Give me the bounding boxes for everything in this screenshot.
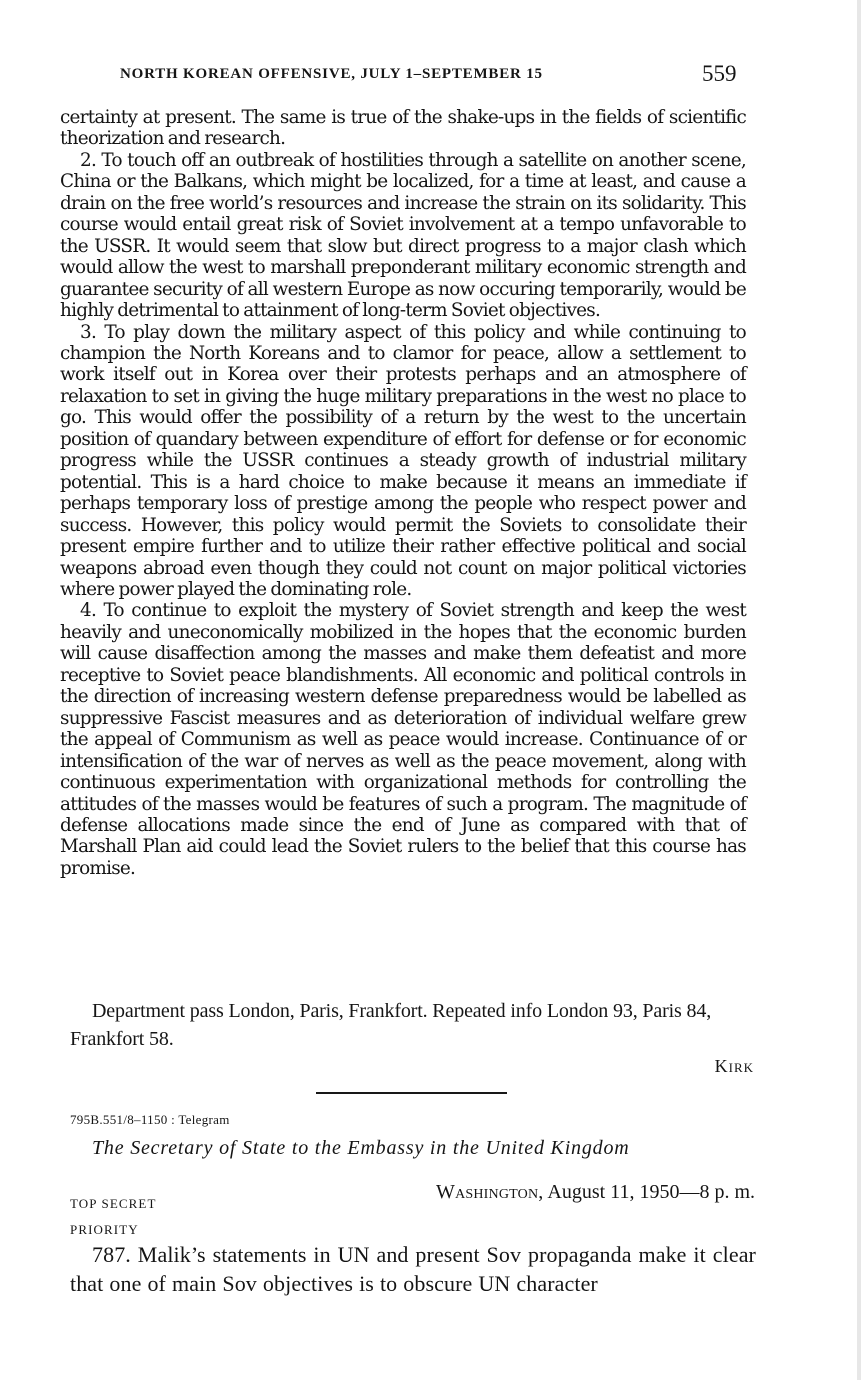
dateline-date: August 11, 1950—8 p. m. [543, 1181, 755, 1203]
dateline [364, 1181, 755, 1204]
scan-edge [857, 0, 861, 1380]
running-head: NORTH KOREAN OFFENSIVE, JULY 1–SEPTEMBER 15 [120, 66, 543, 82]
paragraph-3: 3. To play down the military aspect of this policy and while continuing to champion the North Koreans and to clamor for peace, allow a settlement to work itself out in Korea over their protests perhaps and an atmosphere of relaxation to set in giving the huge military preparations in the west no place to go. This would offer the possibility of a return by the west to the uncertain position of quandary between expenditure of effort for defense or for economic progress while the USSR continues a steady growth of industrial military potential. This is a hard choice to make because it means an immediate if perhaps temporary loss of prestige among the people who respect power and success. However, this policy would permit the Soviets to consolidate their present empire further and to utilize their rather effective political and social weapons abroad even though they could not count on major political victories where power played the dominating role. [60, 321, 746, 600]
paragraph-4: 4. To continue to exploit the mystery of Soviet strength and keep the west heavily and uneconomically mobilized in the hopes that the economic burden will cause disaffection among the masses and make them defeatist and more receptive to Soviet peace blandishments. All economic and political controls in the direction of increasing western defense preparedness would be labelled as suppressive Fascist measures and as deterioration of individual welfare grew the appeal of Communism as well as peace would increase. Continuance of or intensification of the war of nerves as well as the peace movement, along with continuous experimentation with organizational methods for controlling the attitudes of the masses would be features of such a program. The magnitude of defense allocations made since the end of June as compared with that of Marshall Plan aid could lead the Soviet rulers to the belief that this course has promise. [60, 600, 746, 879]
dateline-place: Washington, [436, 1181, 544, 1203]
paragraph-continuation: certainty at present. The same is true of the shake-ups in the fields of scientific theorization and research. [60, 107, 746, 150]
body-text [60, 107, 746, 879]
document-title: The Secretary of State to the Embassy in the United Kingdom [92, 1137, 630, 1159]
priority-label: PRIORITY [70, 1222, 139, 1237]
department-note: Department pass London, Paris, Frankfort. Repeated info London 93, Paris 84, Frankfort 58. [70, 1000, 712, 1050]
classification-label: TOP SECRET [70, 1196, 157, 1211]
file-reference: 795B.551/8–1150 : Telegram [70, 1112, 230, 1127]
page-number: 559 [702, 61, 737, 86]
signature: Kirk [714, 1056, 754, 1076]
paragraph-2: 2. To touch off an outbreak of hostilities through a satellite on another scene, China or the Balkans, which might be localized, for a time at least, and cause a drain on the free world’s resources and increase the strain on its solidarity. This course would entail great risk of Soviet involvement at a tempo unfavorable to the USSR. It would seem that slow but direct progress to a major clash which would allow the west to marshall preponderant military economic strength and guarantee security of all western Europe as now occuring temporarily, would be highly detrimental to attainment of long-term Soviet objectives. [60, 149, 746, 322]
telegram-message: 787. Malik’s statements in UN and present Sov propaganda make it clear that one of main Sov objectives is to obscure UN character [70, 1242, 756, 1296]
section-divider [316, 1092, 507, 1094]
